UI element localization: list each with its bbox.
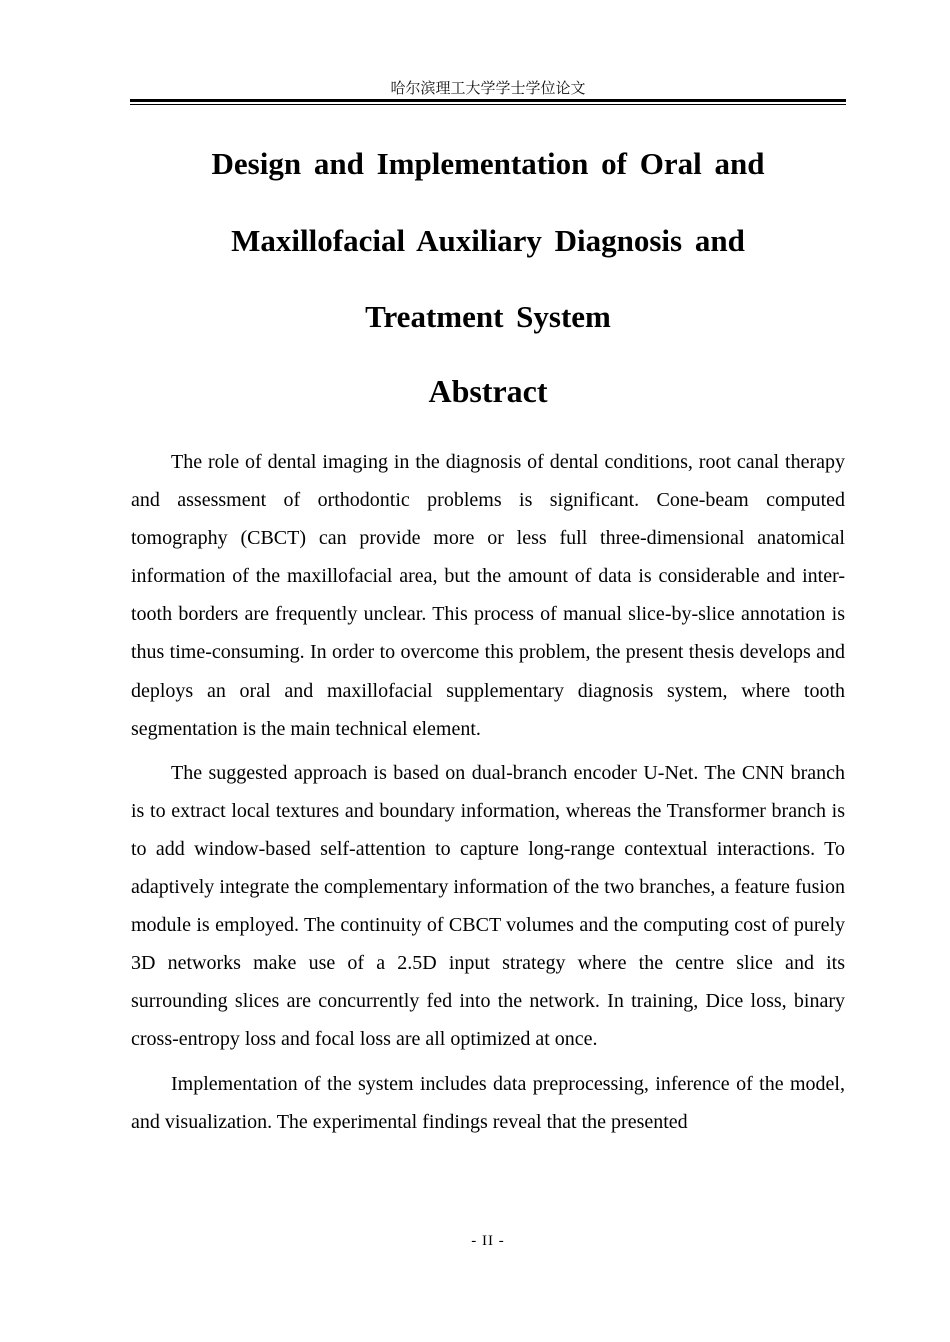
abstract-paragraph: Implementation of the system includes data preprocessing, inference of the model, and visualization. The experimental findings reveal that the presented [131,1072,845,1133]
title-line: Maxillofacial Auxiliary Diagnosis and [231,222,745,258]
title-line: Treatment System [365,299,611,334]
title-line: Design and Implementation of Oral and [211,146,765,181]
page-number: - II - [471,1233,505,1249]
abstract-heading: Abstract [428,373,548,409]
abstract-body [131,443,845,1147]
abstract-paragraph: The role of dental imaging in the diagnosis of dental conditions, root canal therapy and assessment of orthodontic problems is significant. Cone-beam computed tomography (CBCT) can provide more or less full three-dimensional anatomical information of the maxillofacial area, but the amount of data is considerable and inter-tooth borders are frequently unclear. This process of manual slice-by-slice annotation is thus time-consuming. In order to overcome this problem, the present thesis develops and deploys an oral and maxillofacial supplementary diagnosis system, where tooth segmentation is the main technical element. [131,451,845,740]
thesis-title [130,126,846,356]
header-rule-thin [130,104,846,105]
running-header: 哈尔滨理工大学学士学位论文 [390,79,586,97]
abstract-paragraph: The suggested approach is based on dual-branch encoder U-Net. The CNN branch is to extract local textures and boundary information, whereas the Transformer branch is to add window-based self-attention to capture long-range contextual interactions. To adaptively integrate the complementary information of the two branches, a feature fusion module is employed. The continuity of CBCT volumes and the computing cost of purely 3D networks make use of a 2.5D input strategy where the centre slice and its surrounding slices are concurrently fed into the network. In training, Dice loss, binary cross-entropy loss and focal loss are all optimized at once. [131,761,845,1051]
header-rule-thick [130,99,846,102]
